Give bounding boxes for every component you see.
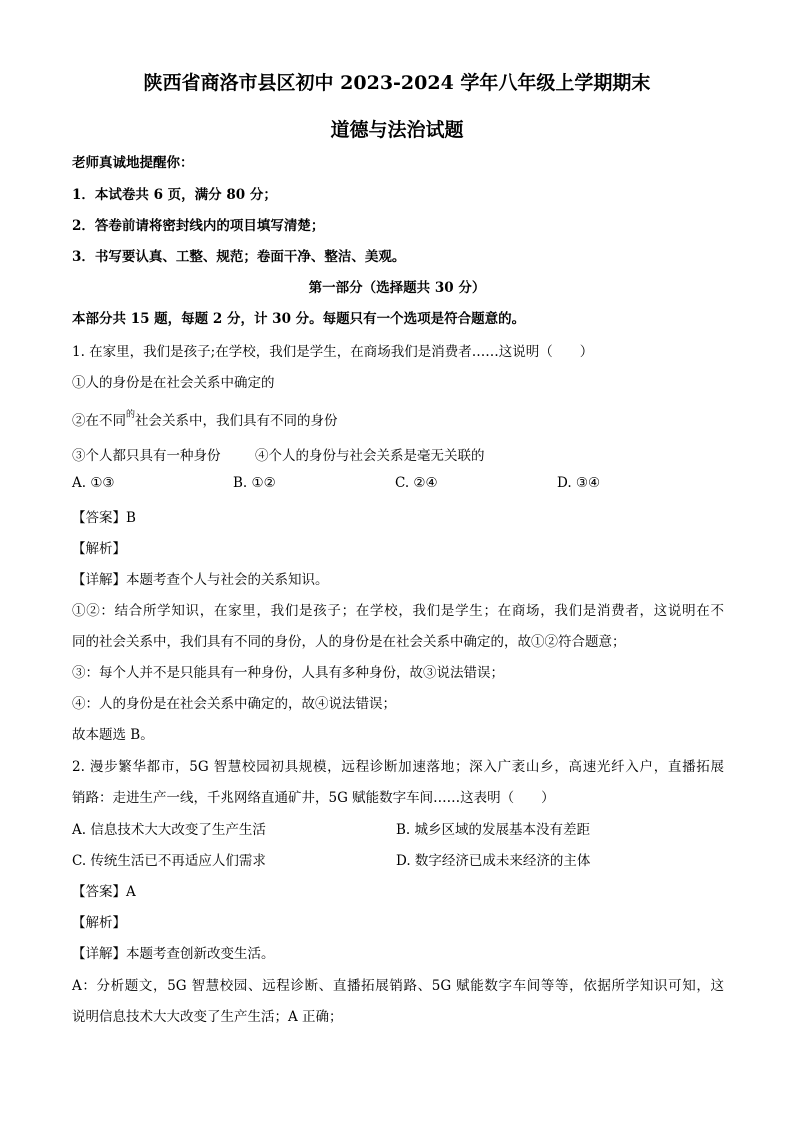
q1-detail: 【详解】本题考查个人与社会的关系知识。: [72, 572, 329, 588]
exam-subtitle: 道德与法治试题: [330, 119, 464, 141]
notice-heading: 老师真诚地提醒你：: [72, 155, 194, 171]
q1-explanation-line: 同的社会关系中，我们具有不同的身份，人的身份是在社会关系中确定的，故①②符合题意；: [72, 634, 626, 650]
notice-item: 2．答卷前请将密封线内的项目填写清楚；: [72, 218, 325, 234]
q1-option-d: D. ③④: [557, 475, 601, 491]
q2-explanation-line: A：分析题文，5G 智慧校园、远程诊断、直播拓展销路、5G 赋能数字车间等等，依据所学知识可知，这: [72, 978, 724, 994]
section-instruction: 本部分共 15 题，每题 2 分，计 30 分。每题只有一个选项是符合题意的。: [72, 311, 526, 327]
q1-statement-2-part-a: ②在不同: [72, 413, 126, 429]
q2-explanation-line: 说明信息技术大大改变了生产生活；A 正确；: [72, 1009, 343, 1025]
q1-explanation-line: ①②：结合所学知识，在家里，我们是孩子；在学校，我们是学生；在商场，我们是消费者，这说明在不: [72, 603, 724, 619]
question-2-stem-cont: 销路：走进生产一线，千兆网络直通矿井，5G 赋能数字车间……这表明（ ）: [72, 790, 555, 806]
section-title: 第一部分（选择题共 30 分）: [308, 280, 486, 296]
q1-analysis-label: 【解析】: [72, 541, 126, 557]
q1-explanation-line: ④：人的身份是在社会关系中确定的，故④说法错误；: [72, 696, 396, 712]
q1-statement-3: ③个人都只具有一种身份: [72, 448, 221, 464]
q1-answer: 【答案】B: [72, 510, 136, 526]
q1-statement-2-superscript: 的: [126, 410, 136, 420]
q2-option-b: B. 城乡区域的发展基本没有差距: [396, 822, 591, 838]
q2-analysis-label: 【解析】: [72, 915, 126, 931]
q1-statement-4: ④个人的身份与社会关系是毫无关联的: [255, 448, 485, 464]
q2-option-a: A. 信息技术大大改变了生产生活: [72, 822, 266, 838]
q2-option-c: C. 传统生活已不再适应人们需求: [72, 853, 266, 869]
question-1-stem: 1. 在家里，我们是孩子;在学校，我们是学生，在商场我们是消费者……这说明（ ）: [72, 344, 594, 360]
q2-option-d: D. 数字经济已成未来经济的主体: [396, 853, 591, 869]
q1-option-c: C. ②④: [395, 475, 438, 491]
q2-detail: 【详解】本题考查创新改变生活。: [72, 946, 275, 962]
q1-option-a: A. ①③: [72, 475, 115, 491]
question-2-stem: 2. 漫步繁华都市，5G 智慧校园初具规模，远程诊断加速落地；深入广袤山乡，高速光纤入户，直播拓展: [72, 759, 724, 775]
exam-title: 陕西省商洛市县区初中 2023-2024 学年八年级上学期期末: [143, 72, 651, 94]
q1-statement-1: ①人的身份是在社会关系中确定的: [72, 375, 275, 391]
q1-option-b: B. ①②: [233, 475, 276, 491]
q1-explanation-line: ③：每个人并不是只能具有一种身份，人具有多种身份，故③说法错误；: [72, 665, 504, 681]
q2-answer: 【答案】A: [72, 884, 136, 900]
q1-conclusion: 故本题选 B。: [72, 727, 154, 743]
q1-statement-2-part-b: 社会关系中，我们具有不同的身份: [135, 413, 338, 429]
notice-item: 3．书写要认真、工整、规范；卷面干净、整洁、美观。: [72, 249, 406, 265]
q1-statement-2: [72, 409, 338, 429]
notice-item: 1．本试卷共 6 页，满分 80 分；: [72, 187, 277, 203]
